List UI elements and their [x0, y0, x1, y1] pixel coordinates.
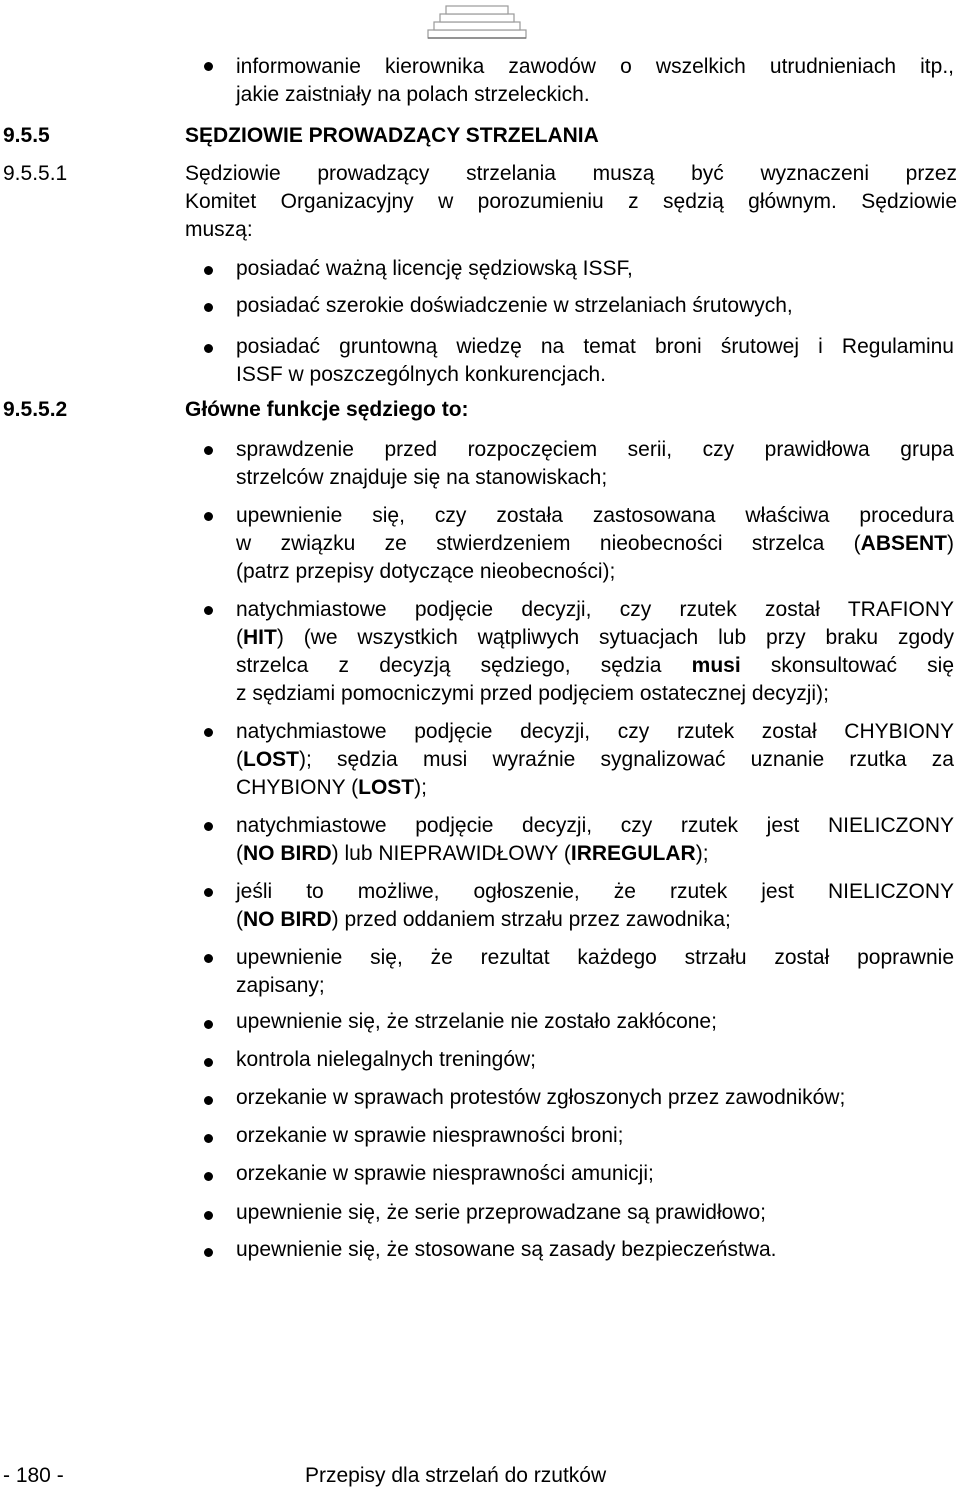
bullet [204, 1134, 213, 1143]
bullet [204, 266, 213, 275]
para1-number: 9.5.5.1 [3, 162, 68, 185]
intro-line-2: jakie zaistniały na polach strzeleckich. [236, 83, 590, 106]
section-number: 9.5.5 [3, 124, 50, 147]
bullet [204, 62, 213, 71]
para2-heading: Główne funkcje sędziego to: [185, 398, 469, 421]
para1-bullet-1: posiadać ważną licencję sędziowską ISSF, [236, 257, 633, 280]
para1-bullet-3-line-1: posiadać gruntowną wiedzę na temat broni śrutowej i Regulaminu [236, 335, 954, 358]
duty-line: natychmiastowe podjęcie decyzji, czy rzutek jest NIELICZONY [236, 814, 954, 837]
duty-line: orzekanie w sprawie niesprawności broni; [236, 1124, 624, 1147]
duty-item [236, 596, 954, 708]
document-stack-logo-icon [418, 2, 536, 40]
duty-line: strzelców znajduje się na stanowiskach; [236, 466, 608, 489]
bold-term: LOST [358, 776, 415, 799]
duty-line: CHYBIONY (LOST); [236, 776, 427, 799]
para1-line-2: Komitet Organizacyjny w porozumieniu z sędzią głównym. Sędziowie [185, 190, 957, 213]
bullet [204, 446, 213, 455]
bullet [204, 1058, 213, 1067]
duty-item [236, 718, 954, 802]
duty-line: orzekanie w sprawach protestów zgłoszonych przez zawodników; [236, 1086, 846, 1109]
duty-item [236, 502, 954, 586]
bullet [204, 606, 213, 615]
bullet [204, 728, 213, 737]
duty-line: upewnienie się, że rezultat każdego strzału został poprawnie [236, 946, 954, 969]
duty-line: jeśli to możliwe, ogłoszenie, że rzutek jest NIELICZONY [236, 880, 954, 903]
bullet [204, 1096, 213, 1105]
bullet [204, 1172, 213, 1181]
duty-line: upewnienie się, że stosowane są zasady bezpieczeństwa. [236, 1238, 777, 1261]
bullet [204, 888, 213, 897]
bold-term: LOST [243, 748, 299, 771]
intro-bullet-item [236, 53, 954, 109]
bullet [204, 1248, 213, 1257]
duty-line: kontrola nielegalnych treningów; [236, 1048, 537, 1071]
duty-line: (NO BIRD) przed oddaniem strzału przez zawodnika; [236, 908, 731, 931]
bold-term: HIT [243, 626, 277, 649]
duty-item [236, 812, 954, 868]
duty-item [236, 436, 954, 492]
duty-line: (patrz przepisy dotyczące nieobecności); [236, 560, 616, 583]
bold-term: NO BIRD [243, 842, 332, 865]
duty-item [236, 944, 954, 1000]
para1-bullet-3-line-2: ISSF w poszczególnych konkurencjach. [236, 363, 607, 386]
duty-line: upewnienie się, że strzelanie nie zostało zakłócone; [236, 1010, 717, 1033]
bold-term: musi [691, 654, 741, 677]
duty-line: z sędziami pomocniczymi przed podjęciem ostatecznej decyzji); [236, 682, 829, 705]
bullet [204, 303, 213, 312]
page-number: - 180 - [3, 1464, 64, 1487]
para1-line-1: Sędziowie prowadzący strzelania muszą być wyznaczeni przez [185, 162, 957, 185]
bullet [204, 344, 213, 353]
footer-title: Przepisy dla strzelań do rzutków [305, 1464, 607, 1487]
bold-term: IRREGULAR [570, 842, 696, 865]
bullet [204, 954, 213, 963]
bullet [204, 512, 213, 521]
bold-term: NO BIRD [243, 908, 332, 931]
duty-line: (HIT) (we wszystkich wątpliwych sytuacjach lub przy braku zgody [236, 626, 954, 649]
para1-bullet-2: posiadać szerokie doświadczenie w strzelaniach śrutowych, [236, 294, 793, 317]
bullet [204, 1020, 213, 1029]
bullet [204, 822, 213, 831]
duty-line: strzelca z decyzją sędziego, sędzia musi skonsultować się [236, 654, 954, 677]
duty-line: sprawdzenie przed rozpoczęciem serii, czy prawidłowa grupa [236, 438, 954, 461]
para2-number: 9.5.5.2 [3, 398, 68, 421]
bold-term: ABSENT [860, 532, 947, 555]
duty-line: orzekanie w sprawie niesprawności amunicji; [236, 1162, 654, 1185]
intro-line-1: informowanie kierownika zawodów o wszelkich utrudnieniach itp., [236, 55, 954, 78]
bullet [204, 1211, 213, 1220]
duty-line: natychmiastowe podjęcie decyzji, czy rzutek został TRAFIONY [236, 598, 954, 621]
duty-line: w związku ze stwierdzeniem nieobecności strzelca (ABSENT) [236, 532, 954, 555]
duty-line: zapisany; [236, 974, 325, 997]
duty-line: natychmiastowe podjęcie decyzji, czy rzutek został CHYBIONY [236, 720, 954, 743]
duty-item [236, 878, 954, 934]
section-title: SĘDZIOWIE PROWADZĄCY STRZELANIA [185, 124, 599, 147]
para1-line-3: muszą: [185, 218, 253, 241]
duty-line: (LOST); sędzia musi wyraźnie sygnalizować uznanie rzutka za [236, 748, 954, 771]
duty-line: (NO BIRD) lub NIEPRAWIDŁOWY (IRREGULAR); [236, 842, 709, 865]
duty-line: upewnienie się, czy została zastosowana właściwa procedura [236, 504, 954, 527]
duty-line: upewnienie się, że serie przeprowadzane są prawidłowo; [236, 1201, 766, 1224]
